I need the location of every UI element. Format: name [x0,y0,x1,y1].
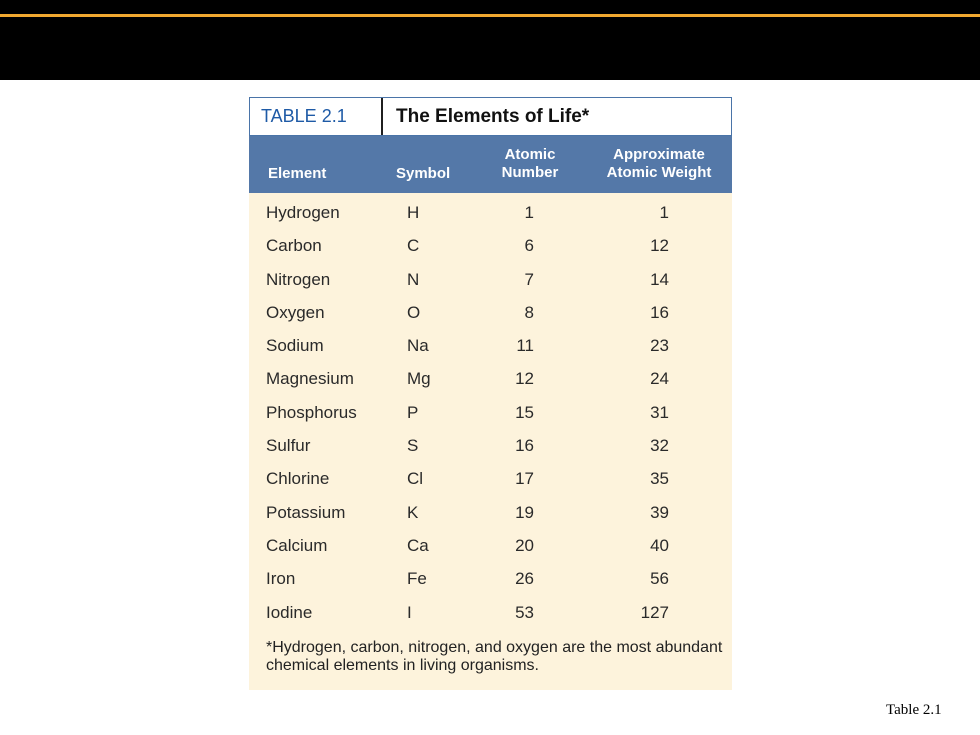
cell-atomic-number: 53 [515,602,534,622]
cell-atomic-weight: 1 [659,203,669,222]
cell-atomic-number: 12 [515,369,534,389]
table-row [249,430,732,463]
cell-symbol: P [407,402,419,422]
cell-atomic-number: 7 [524,269,534,289]
cell-element: Phosphorus [266,402,357,422]
cell-symbol: Mg [407,369,431,389]
table-row [249,397,732,430]
header-element: Element [268,165,327,182]
header-atomic-weight-line2: Atomic Weight [606,164,712,181]
cell-atomic-weight: 127 [640,602,669,622]
cell-atomic-number: 19 [515,502,534,522]
cell-symbol: O [407,302,421,322]
header-atomic-number [495,146,565,182]
cell-element: Hydrogen [266,203,340,222]
header-atomic-number-line1: Atomic [504,146,556,163]
cell-atomic-weight: 24 [650,369,669,389]
slide-caption: Table 2.1 [886,702,942,718]
cell-atomic-number: 17 [515,469,534,489]
elements-table [249,97,732,690]
cell-atomic-number: 11 [516,336,534,356]
cell-element: Oxygen [266,302,325,322]
cell-symbol: Ca [407,535,429,555]
cell-element: Carbon [266,236,322,256]
table-row [249,197,732,230]
table-row [249,563,732,596]
cell-atomic-weight: 39 [650,502,669,522]
cell-atomic-number: 8 [524,302,534,322]
cell-element: Iron [266,569,296,589]
header-atomic-weight [595,146,723,182]
cell-element: Calcium [266,535,328,555]
cell-atomic-weight: 14 [650,269,669,289]
header-atomic-number-line2: Number [501,164,559,181]
cell-atomic-weight: 12 [650,236,669,256]
cell-symbol: I [407,602,412,622]
cell-element: Sodium [266,336,324,356]
table-row [249,463,732,496]
table-row [249,497,732,530]
cell-atomic-number: 6 [524,236,534,256]
table-row [249,597,732,630]
cell-element: Iodine [266,602,313,622]
table-footnote: *Hydrogen, carbon, nitrogen, and oxygen are the most abundant chemical elements in living organisms. [266,639,723,674]
cell-atomic-number: 1 [524,203,534,222]
cell-atomic-weight: 40 [650,535,669,555]
header-symbol: Symbol [396,165,451,182]
table-body [249,197,732,630]
top-band [0,0,980,80]
cell-symbol: H [407,203,420,222]
table-row [249,264,732,297]
cell-atomic-number: 16 [515,436,534,456]
cell-atomic-weight: 56 [650,569,669,589]
header-atomic-weight-line1: Approximate [613,146,705,163]
cell-symbol: C [407,236,420,256]
cell-atomic-number: 26 [515,569,534,589]
cell-symbol: Na [407,336,429,356]
table-header-row [249,136,732,193]
cell-atomic-weight: 35 [650,469,669,489]
table-row [249,530,732,563]
cell-symbol: N [407,269,420,289]
cell-atomic-weight: 16 [650,302,669,322]
cell-atomic-number: 20 [515,535,534,555]
cell-symbol: Fe [407,569,427,589]
table-row [249,297,732,330]
table-row [249,363,732,396]
table-title-bar [249,97,732,136]
cell-element: Potassium [266,502,346,522]
table-row [249,330,732,363]
cell-atomic-number: 15 [515,402,534,422]
table-label: TABLE 2.1 [250,98,383,135]
cell-element: Magnesium [266,369,354,389]
cell-symbol: Cl [407,469,424,489]
cell-symbol: K [407,502,419,522]
cell-element: Nitrogen [266,269,331,289]
cell-element: Chlorine [266,469,330,489]
cell-atomic-weight: 31 [650,402,669,422]
cell-symbol: S [407,436,419,456]
table-title: The Elements of Life* [396,105,590,127]
cell-element: Sulfur [266,436,311,456]
cell-atomic-weight: 32 [650,436,669,456]
table-row [249,230,732,263]
cell-atomic-weight: 23 [650,336,669,356]
top-accent-rule [0,14,980,17]
